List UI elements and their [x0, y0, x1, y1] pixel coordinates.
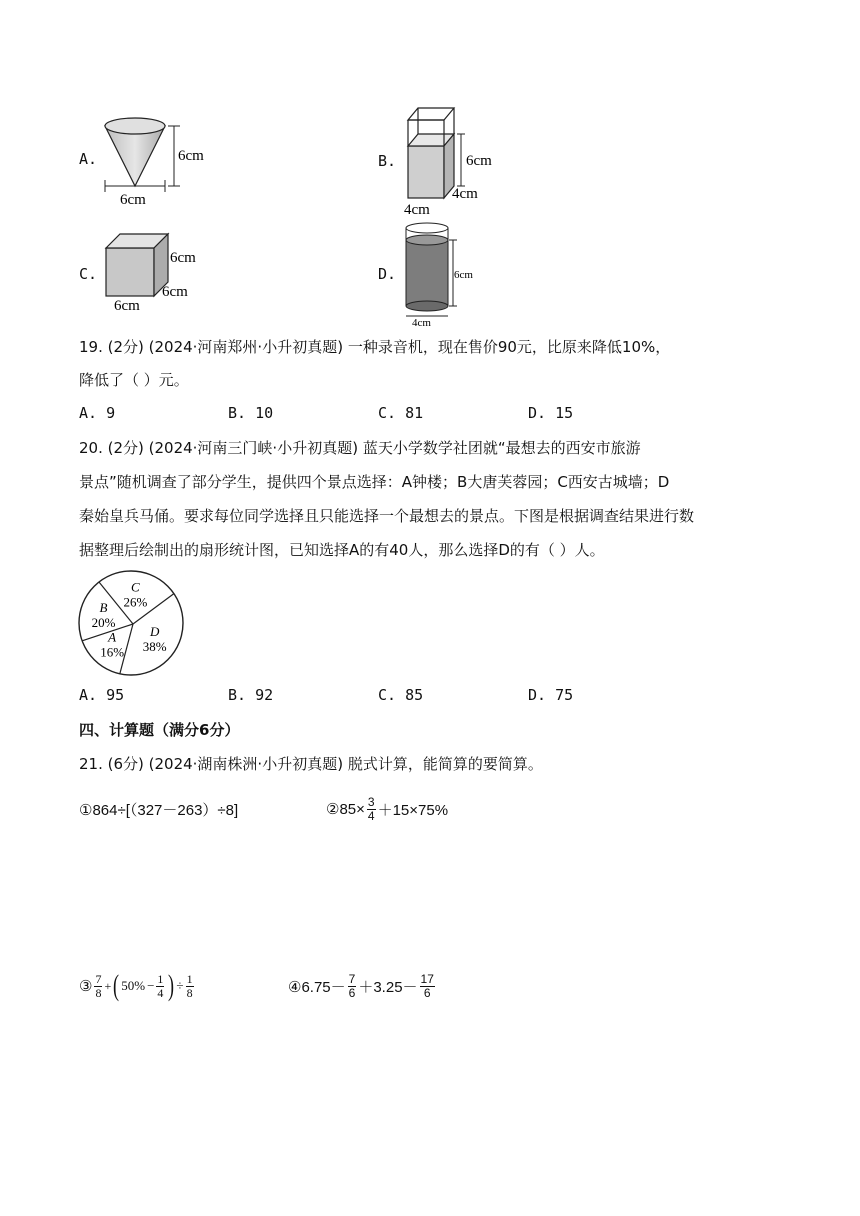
- expr-4-f2-numerator: 17: [420, 971, 434, 986]
- expr-3-left-paren: (: [113, 969, 120, 1002]
- expr-2-prefix: ②85×: [326, 801, 365, 818]
- cube-depth-label: 6cm: [162, 284, 188, 300]
- q19-option-b[interactable]: B. 10: [228, 404, 274, 422]
- container-figure: [400, 104, 520, 220]
- expr-2-denominator: 4: [367, 808, 375, 823]
- expr-3-f3-denominator: 8: [186, 985, 193, 1000]
- expr-3-f1-numerator: 7: [95, 971, 102, 986]
- cube-width-label: 6cm: [114, 298, 140, 314]
- expr-4-middle: ＋3.25－: [358, 978, 418, 996]
- cylinder-height-label: 6cm: [454, 269, 473, 281]
- cone-height-label: 6cm: [178, 148, 204, 164]
- cylinder-width-label: 4cm: [412, 317, 431, 329]
- expr-2-suffix: ＋15×75%: [377, 801, 449, 819]
- q19-option-c[interactable]: C. 81: [378, 404, 424, 422]
- option-c-letter: C.: [79, 265, 98, 283]
- q20-stem-line4: 据整理后绘制出的扇形统计图，已知选择A的有40人，那么选择D的有（ ）人。: [79, 541, 605, 559]
- expr-3-f2-denominator: 4: [157, 985, 164, 1000]
- expr-3-f2-numerator: 1: [157, 971, 164, 986]
- q19-option-d[interactable]: D. 15: [528, 404, 574, 422]
- q20-option-a[interactable]: A. 95: [79, 686, 125, 704]
- cube-height-label: 6cm: [170, 250, 196, 266]
- section-heading: 四、计算题（满分6分）: [79, 721, 240, 739]
- expr-3-right-paren: ): [168, 969, 175, 1002]
- q20-option-c[interactable]: C. 85: [378, 686, 424, 704]
- q21-expr-4: [288, 968, 437, 1004]
- cylinder-figure: [398, 216, 488, 330]
- expr-3-plus: +: [104, 978, 112, 993]
- expr-3-minus: −: [147, 978, 155, 993]
- expr-4-fraction-2: [420, 973, 435, 1000]
- expr-1-text: ①864÷[（327－263）÷8]: [79, 801, 239, 819]
- option-b-letter: B.: [378, 152, 397, 170]
- q20-stem-line2: 景点”随机调查了部分学生，提供四个景点选择：A钟楼；B大唐芙蓉园；C西安古城墙；D: [79, 473, 670, 491]
- container-width-label: 4cm: [404, 202, 430, 218]
- expr-4-f2-denominator: 6: [423, 985, 431, 1000]
- q21-expr-2: [326, 792, 448, 826]
- pie-label-d: D: [150, 623, 160, 639]
- pie-value-c: 26%: [123, 594, 148, 610]
- expr-4-prefix: ④6.75－: [288, 978, 346, 996]
- pie-label-c: C: [131, 579, 140, 595]
- expr-3-f1-denominator: 8: [95, 985, 102, 1000]
- expr-4-fraction-1: [348, 973, 357, 1000]
- q20-option-b[interactable]: B. 92: [228, 686, 274, 704]
- pie-chart: [76, 568, 186, 678]
- cone-figure: [100, 110, 230, 210]
- q19-stem-line1: 19. (2分) (2024·河南郑州·小升初真题) 一种录音机，现在售价90元，比原来降低10%，: [79, 338, 671, 356]
- q20-stem-line1: 20. (2分) (2024·河南三门峡·小升初真题) 蓝天小学数学社团就“最想去的西安市旅游: [79, 439, 641, 457]
- expr-4-f1-denominator: 6: [348, 985, 356, 1000]
- q21-expr-1: [79, 792, 238, 826]
- pie-value-a: 16%: [100, 644, 125, 660]
- pie-label-a: A: [108, 629, 117, 645]
- q19-option-a[interactable]: A. 9: [79, 404, 116, 422]
- expr-2-numerator: 3: [367, 794, 375, 809]
- q21-expr-3: [79, 968, 196, 1004]
- expr-2-fraction: [367, 796, 376, 823]
- expr-3-f3-numerator: 1: [186, 971, 193, 986]
- option-a-letter: A.: [79, 150, 98, 168]
- cube-figure: [100, 228, 220, 314]
- expr-3-prefix: ③: [79, 978, 93, 995]
- pie-label-b: B: [99, 600, 108, 616]
- container-height-label: 6cm: [466, 153, 492, 169]
- pie-value-b: 20%: [91, 615, 116, 631]
- q19-stem-line2: 降低了（ ）元。: [79, 371, 189, 389]
- expr-3-fraction-2: [156, 973, 164, 1000]
- option-d-letter: D.: [378, 265, 397, 283]
- expr-3-divide: ÷: [176, 978, 184, 993]
- q20-option-d[interactable]: D. 75: [528, 686, 574, 704]
- expr-3-fraction-1: [94, 973, 102, 1000]
- pie-value-d: 38%: [142, 638, 167, 654]
- cone-width-label: 6cm: [120, 192, 146, 208]
- expr-3-percent: 50%: [121, 978, 146, 993]
- expr-4-f1-numerator: 7: [348, 971, 356, 986]
- q21-stem: 21. (6分) (2024·湖南株洲·小升初真题) 脱式计算，能简算的要简算。: [79, 755, 543, 773]
- container-depth-label: 4cm: [452, 186, 478, 202]
- q20-stem-line3: 秦始皇兵马俑。要求每位同学选择且只能选择一个最想去的景点。下图是根据调查结果进行数: [79, 507, 695, 525]
- expr-3-fraction-3: [186, 973, 194, 1000]
